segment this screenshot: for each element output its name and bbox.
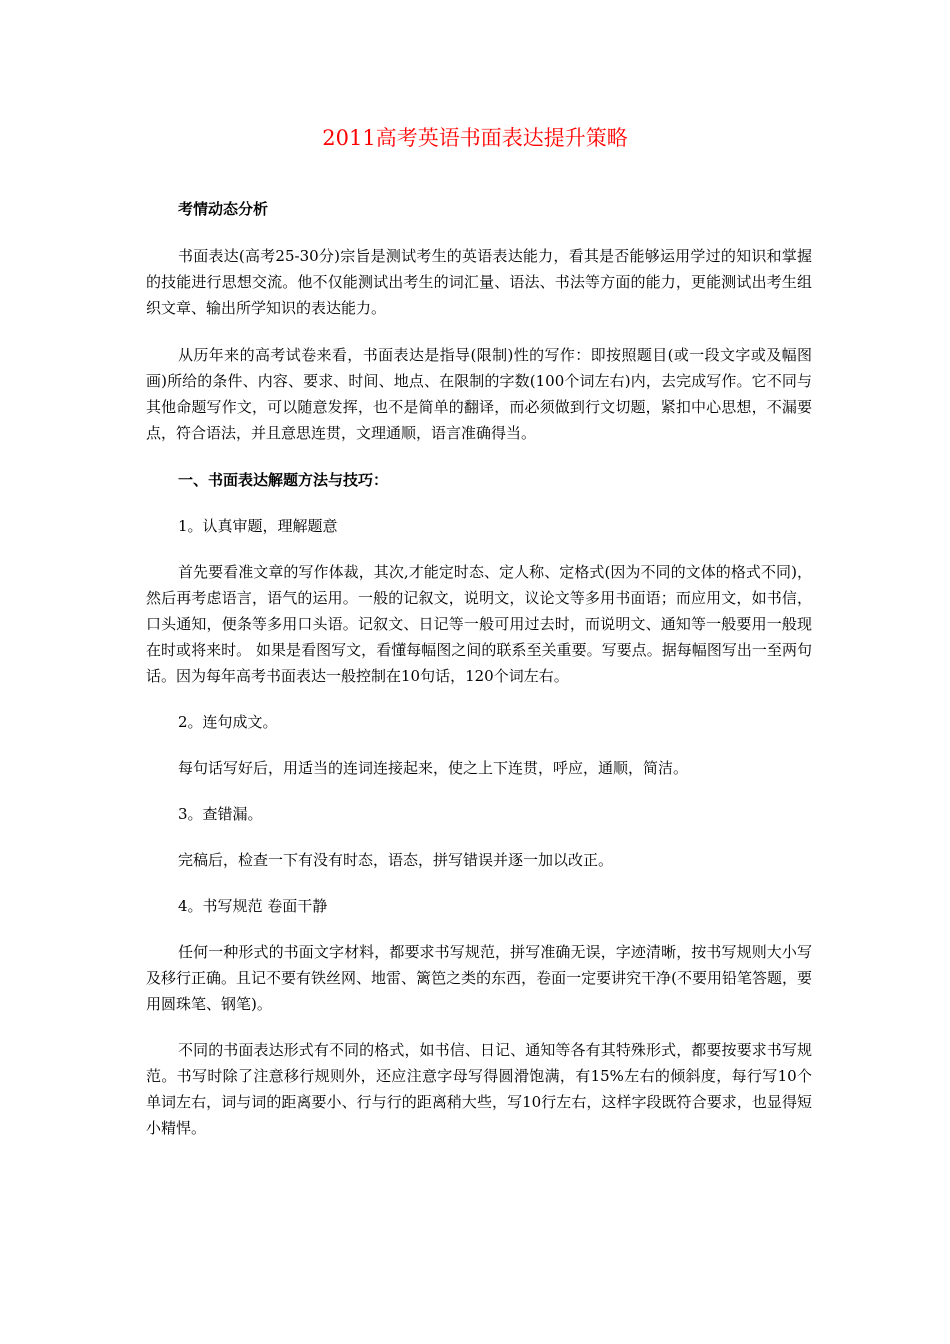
list-item-3: 3。查错漏。 — [178, 805, 263, 823]
document-title: 2011高考英语书面表达提升策略 — [322, 126, 628, 150]
document-body — [146, 196, 812, 1141]
paragraph-genre: 首先要看准文章的写作体裁，其次,才能定时态、定人称、定格式(因为不同的文体的格式不同)，然后再考虑语言，语气的运用。一般的记叙文，说明文，议论文等多用书面语；而应用文，如书信，口头通知，便条等多用口头语。记叙文、日记等一般可用过去时，而说明文、通知等一般要用一般现在时或将来时。 如果是看图写文，看懂每幅图之间的联系至关重要。写要点。据每幅图写出一至两句话。因为每年高考书面表达一般控制在10句话，120个词左右。 — [146, 563, 812, 685]
paragraph-check: 完稿后，检查一下有没有时态，语态，拼写错误并逐一加以改正。 — [178, 851, 614, 869]
list-item-4: 4。书写规范 卷面干静 — [178, 897, 328, 915]
list-item-1: 1。认真审题，理解题意 — [178, 517, 338, 535]
list-item-2: 2。连句成文。 — [178, 713, 278, 731]
paragraph-intro: 书面表达(高考25-30分)宗旨是测试考生的英语表达能力，看其是否能够运用学过的知识和掌握的技能进行思想交流。他不仅能测试出考生的词汇量、语法、书法等方面的能力，更能测试出考生组织文章、输出所学知识的表达能力。 — [146, 247, 812, 317]
paragraph-format: 不同的书面表达形式有不同的格式，如书信、日记、通知等各有其特殊形式，都要按要求书写规范。书写时除了注意移行规则外，还应注意字母写得圆滑饱满，有15%左右的倾斜度，每行写10个单词左右，词与词的距离要小、行与行的距离稍大些，写10行左右，这样字段既符合要求，也显得短小精悍。 — [146, 1041, 812, 1137]
section-heading-analysis: 考情动态分析 — [178, 200, 269, 218]
paragraph-history: 从历年来的高考试卷来看，书面表达是指导(限制)性的写作：即按照题目(或一段文字或及幅图画)所给的条件、内容、要求、时间、地点、在限制的字数(100个词左右)内，去完成写作。它不同与其他命题写作文，可以随意发挥，也不是简单的翻译，而必须做到行文切题，紧扣中心思想，不漏要点，符合语法，并且意思连贯，文理通顺，语言准确得当。 — [146, 346, 812, 442]
paragraph-connect: 每句话写好后，用适当的连词连接起来，使之上下连贯，呼应，通顺，简洁。 — [178, 759, 689, 777]
section-heading-methods: 一、书面表达解题方法与技巧： — [178, 471, 389, 489]
paragraph-neatness: 任何一种形式的书面文字材料，都要求书写规范，拼写准确无误，字迹清晰，按书写规则大小写及移行正确。且记不要有铁丝网、地雷、篱笆之类的东西，卷面一定要讲究干净(不要用铅笔答题，要用圆珠笔、钢笔)。 — [146, 943, 812, 1013]
